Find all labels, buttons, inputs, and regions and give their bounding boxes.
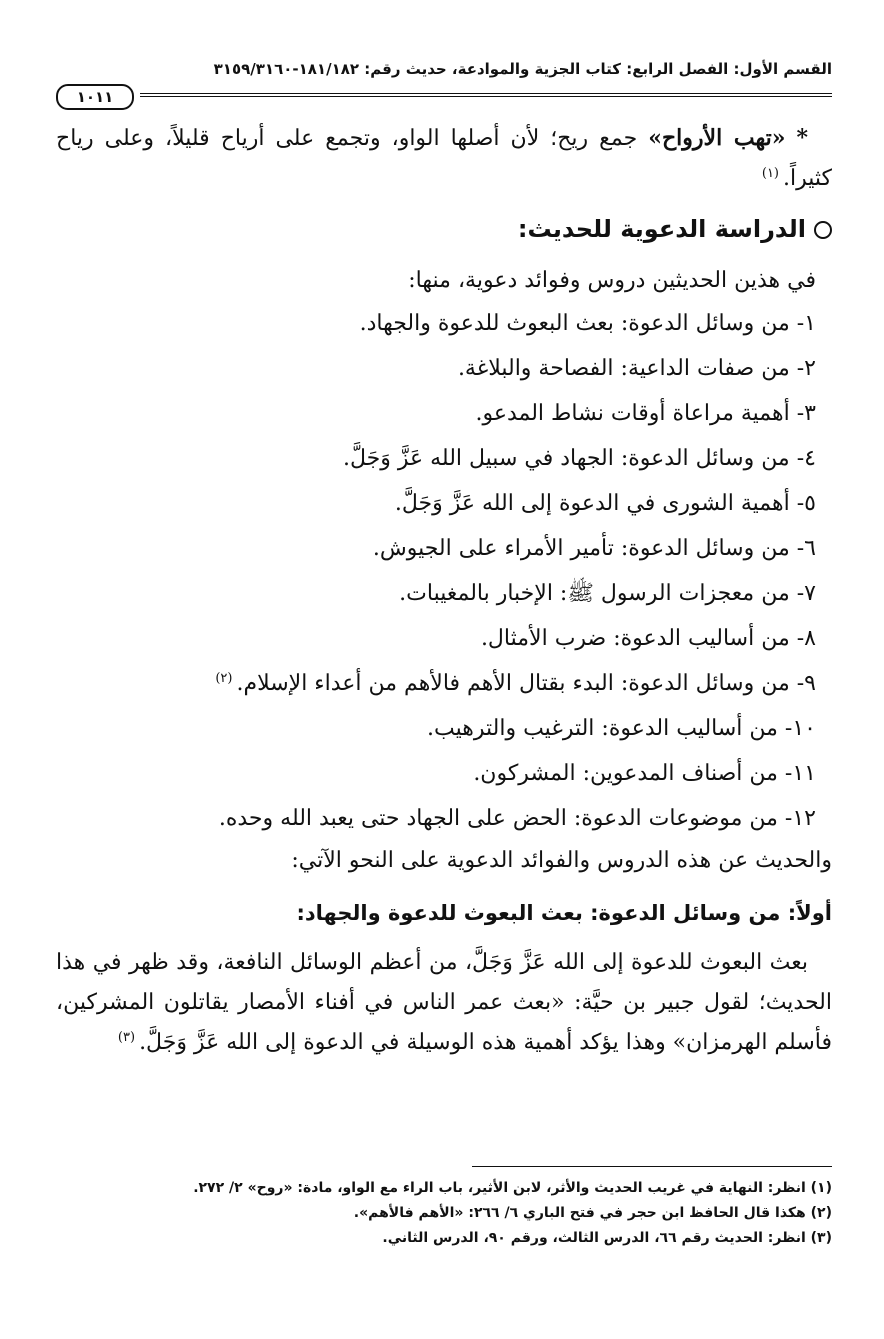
intro-text: جمع ريح؛ لأن أصلها الواو، وتجمع على أرياح قليلاً، وعلى رياح كثيراً. (56, 126, 832, 191)
footnote-separator (472, 1166, 832, 1167)
lesson-number: ٦- (796, 536, 816, 561)
lessons-outro: والحديث عن هذه الدروس والفوائد الدعوية على النحو الآتي: (291, 848, 832, 873)
lesson-text: من صفات الداعية: الفصاحة والبلاغة. (457, 356, 790, 381)
lesson-item (56, 661, 832, 706)
lesson-text: من وسائل الدعوة: تأمير الأمراء على الجيوش. (372, 536, 790, 561)
running-header: القسم الأول: الفصل الرابع: كتاب الجزية والموادعة، حديث رقم: ١٨١/١٨٢-٣١٥٩/٣١٦٠ (213, 60, 832, 78)
footnote-ref-1: (١) (761, 165, 779, 181)
footnote-number: (١) (810, 1180, 832, 1196)
lesson-number: ١١- (784, 761, 816, 786)
lesson-text: من موضوعات الدعوة: الحض على الجهاد حتى يعبد الله وحده. (218, 806, 778, 831)
lesson-item (56, 526, 832, 571)
first-heading: أولاً: من وسائل الدعوة: بعث البعوث للدعوة والجهاد: (296, 901, 832, 925)
lesson-item (56, 301, 832, 346)
first-paragraph (56, 943, 832, 1063)
lesson-number: ٣- (796, 401, 816, 426)
lesson-text: من معجزات الرسول ﷺ: الإخبار بالمغيبات. (399, 581, 790, 606)
footnote-text: انظر: الحديث رقم ٦٦، الدرس الثالث، ورقم ٩٠، الدرس الثاني. (382, 1230, 806, 1246)
section-title-text: الدراسة الدعوية للحديث: (517, 215, 806, 243)
footnote-item (56, 1176, 832, 1201)
lesson-item (56, 436, 832, 481)
footnote-item (56, 1226, 832, 1251)
footnote-ref-3: (٣) (117, 1029, 136, 1045)
lesson-number: ٩- (796, 671, 816, 696)
lesson-text: من وسائل الدعوة: بعث البعوث للدعوة والجهاد. (359, 311, 790, 336)
lesson-text: أهمية مراعاة أوقات نشاط المدعو. (475, 401, 790, 426)
lesson-item (56, 751, 832, 796)
lesson-item (56, 391, 832, 436)
lesson-number: ٥- (796, 491, 816, 516)
lesson-text: من وسائل الدعوة: الجهاد في سبيل الله عَزَّ وَجَلَّ. (342, 446, 790, 471)
first-paragraph-text: بعث البعوث للدعوة إلى الله عَزَّ وَجَلَّ، من أعظم الوسائل النافعة، وقد ظهر في هذا الحديث؛ لقول جبير بن حيَّة: «بعث عمر الناس في أفناء الأمصار يقاتلون المشركين، فأسلم الهرمزان» وهذا يؤكد أهمية هذه الوسيلة في الدعوة إلى الله عَزَّ وَجَلَّ. (56, 950, 832, 1055)
lesson-number: ٤- (796, 446, 816, 471)
intro-paragraph (56, 118, 832, 199)
circle-bullet-icon (814, 221, 832, 239)
lesson-number: ١- (796, 311, 816, 336)
header-rule-area (56, 84, 832, 108)
lesson-number: ٢- (796, 356, 816, 381)
lesson-item (56, 616, 832, 661)
header-double-rule (140, 93, 832, 97)
lessons-intro: في هذين الحديثين دروس وفوائد دعوية، منها: (408, 268, 816, 293)
footnote-text: هكذا قال الحافظ ابن حجر في فتح الباري ٦/ ٢٦٦: «الأهم فالأهم». (353, 1205, 806, 1221)
footnotes (56, 1176, 832, 1251)
lesson-item (56, 346, 832, 391)
lesson-text: أهمية الشورى في الدعوة إلى الله عَزَّ وَجَلَّ. (394, 491, 790, 516)
lesson-item (56, 706, 832, 751)
footnote-ref-2: (٢) (215, 670, 233, 686)
lesson-number: ١٠- (784, 716, 816, 741)
footnote-number: (٢) (810, 1205, 832, 1221)
lesson-item (56, 796, 832, 841)
lessons-list (56, 301, 832, 841)
footnote-item (56, 1201, 832, 1226)
lesson-text: من أساليب الدعوة: ضرب الأمثال. (480, 626, 790, 651)
lesson-number: ٧- (796, 581, 816, 606)
page-body (56, 118, 832, 1063)
lesson-text: من أصناف المدعوين: المشركون. (473, 761, 778, 786)
section-title (56, 209, 832, 249)
lesson-item (56, 481, 832, 526)
footnote-number: (٣) (810, 1230, 832, 1246)
lesson-number: ١٢- (784, 806, 816, 831)
page-number: ١٠١١ (56, 84, 134, 110)
lesson-text: من وسائل الدعوة: البدء بقتال الأهم فالأهم من أعداء الإسلام. (236, 671, 790, 696)
lesson-item (56, 571, 832, 616)
star-marker: * (796, 125, 809, 151)
lesson-text: من أساليب الدعوة: الترغيب والترهيب. (427, 716, 778, 741)
footnote-text: انظر: النهاية في غريب الحديث والأثر، لابن الأثير، باب الراء مع الواو، مادة: «روح» ٢/ ٢٧٢. (193, 1180, 806, 1196)
glossed-term: «تهب الأرواح» (648, 125, 786, 151)
lesson-number: ٨- (796, 626, 816, 651)
